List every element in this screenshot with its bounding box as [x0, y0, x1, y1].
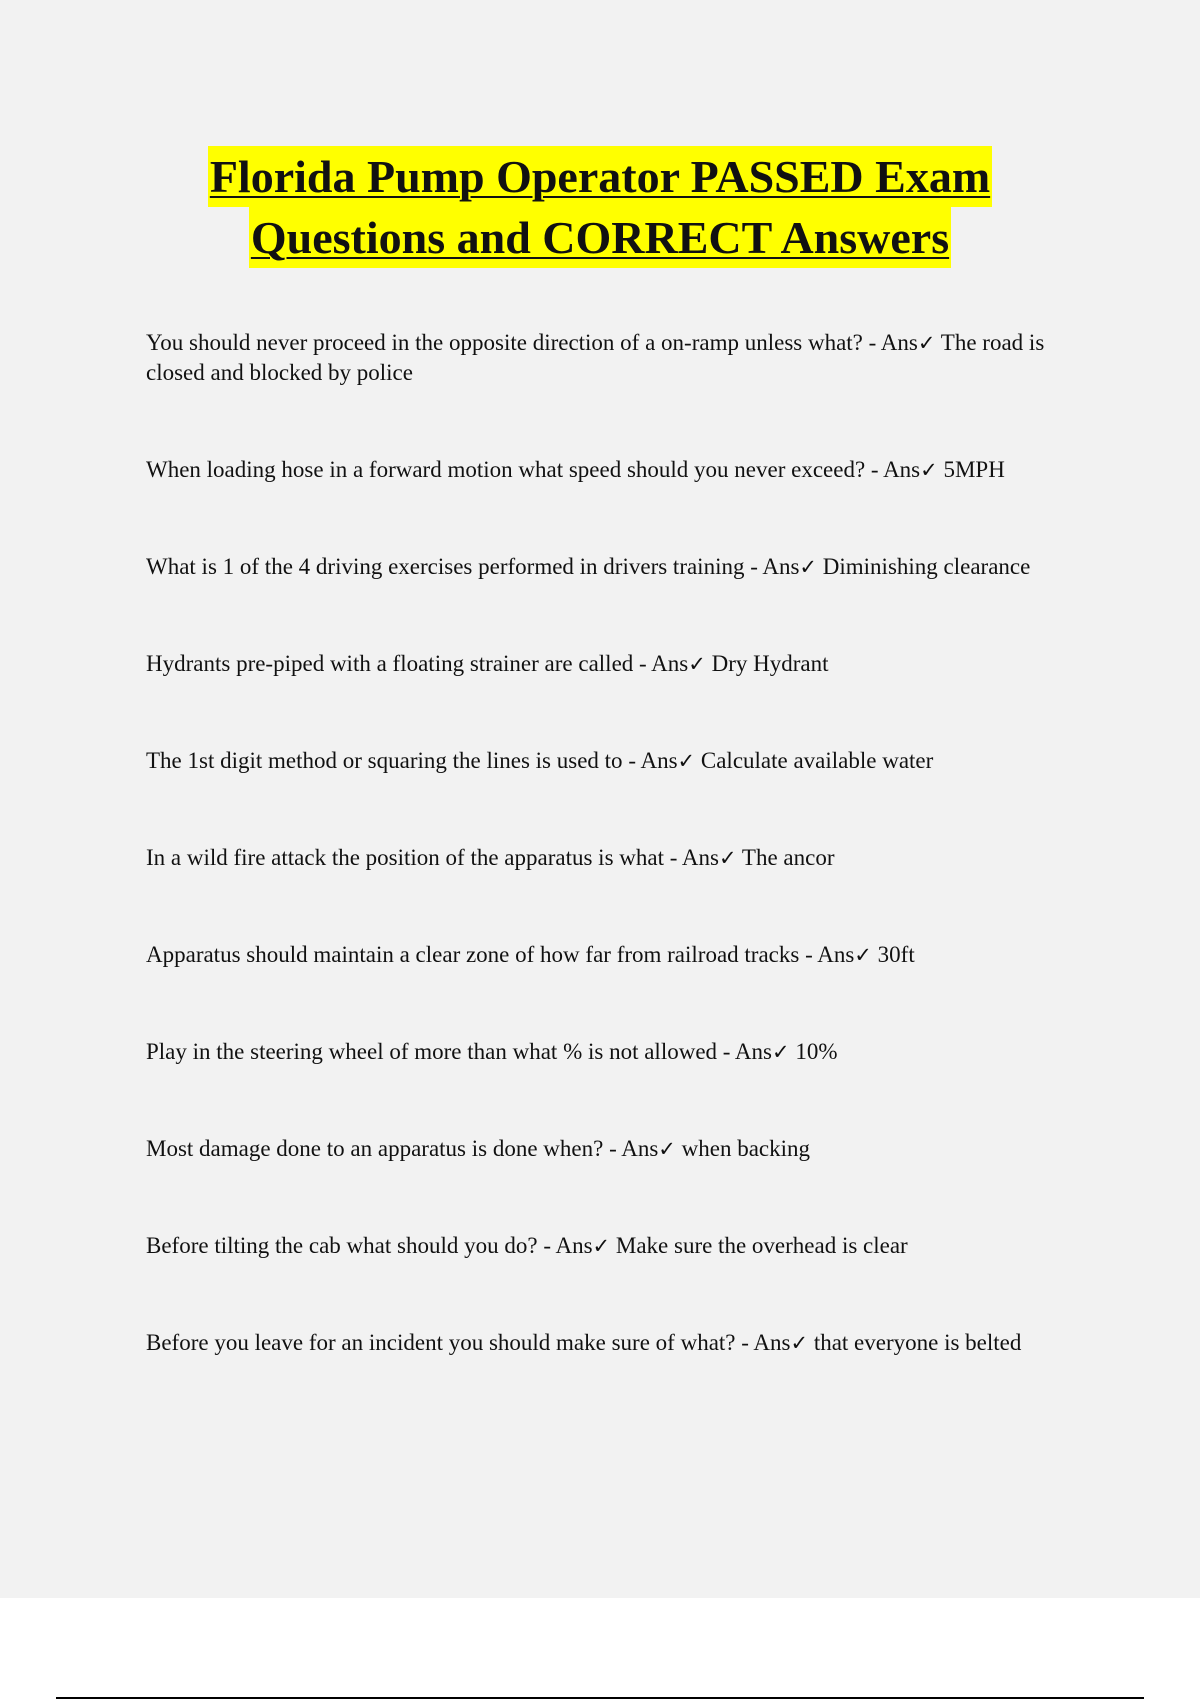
check-icon: ✓	[854, 943, 872, 967]
footer-divider	[56, 1697, 1144, 1699]
question-text: You should never proceed in the opposite direction of a on-ramp unless what?	[146, 330, 863, 355]
answer-text: Dry Hydrant	[711, 651, 829, 676]
qa-item	[146, 1037, 1086, 1067]
answer-separator: -	[735, 1330, 754, 1355]
check-icon: ✓	[771, 1040, 790, 1064]
check-icon: ✓	[920, 458, 938, 482]
qa-list	[146, 328, 1086, 1425]
qa-item	[146, 455, 1086, 485]
answer-prefix: Ans	[555, 1233, 593, 1258]
answer-prefix: Ans	[651, 651, 689, 676]
answer-prefix: Ans	[762, 554, 800, 579]
check-icon: ✓	[917, 331, 936, 355]
page-title	[0, 146, 1200, 268]
answer-text: 5MPH	[943, 457, 1005, 482]
answer-prefix: Ans	[621, 1136, 659, 1161]
answer-prefix: Ans	[883, 457, 921, 482]
question-text: In a wild fire attack the position of the apparatus is what	[146, 845, 664, 870]
check-icon: ✓	[592, 1234, 611, 1258]
check-icon: ✓	[677, 749, 696, 773]
answer-separator: -	[744, 554, 763, 579]
question-text: Most damage done to an apparatus is done when?	[146, 1136, 604, 1161]
question-text: Play in the steering wheel of more than what % is not allowed	[146, 1039, 718, 1064]
answer-text: when backing	[681, 1136, 811, 1161]
answer-prefix: Ans	[681, 845, 719, 870]
qa-item	[146, 1231, 1086, 1261]
title-line-1: Florida Pump Operator PASSED Exam	[208, 146, 992, 207]
check-icon: ✓	[718, 846, 737, 870]
qa-item	[146, 843, 1086, 873]
answer-text: 30ft	[877, 942, 915, 967]
answer-text: that everyone is belted	[813, 1330, 1022, 1355]
answer-separator: -	[862, 330, 881, 355]
qa-item	[146, 1134, 1086, 1164]
answer-separator: -	[603, 1136, 622, 1161]
answer-prefix: Ans	[880, 330, 918, 355]
question-text: Before tilting the cab what should you do?	[146, 1233, 538, 1258]
question-text: Hydrants pre-piped with a floating strainer are called	[146, 651, 634, 676]
check-icon: ✓	[658, 1137, 676, 1161]
qa-item	[146, 1328, 1086, 1358]
qa-item	[146, 328, 1086, 388]
check-icon: ✓	[790, 1331, 809, 1355]
question-text: When loading hose in a forward motion what speed should you never exceed?	[146, 457, 866, 482]
answer-text: Diminishing clearance	[822, 554, 1031, 579]
answer-separator: -	[633, 651, 652, 676]
answer-separator: -	[537, 1233, 556, 1258]
check-icon: ✓	[799, 555, 818, 579]
question-text: Apparatus should maintain a clear zone of how far from railroad tracks	[146, 942, 800, 967]
question-text: What is 1 of the 4 driving exercises performed in drivers training	[146, 554, 745, 579]
answer-prefix: Ans	[734, 1039, 772, 1064]
answer-separator: -	[799, 942, 818, 967]
answer-text: Calculate available water	[700, 748, 934, 773]
answer-separator: -	[865, 457, 884, 482]
check-icon: ✓	[688, 652, 706, 676]
answer-separator: -	[663, 845, 682, 870]
question-text: Before you leave for an incident you should make sure of what?	[146, 1330, 736, 1355]
answer-separator: -	[622, 748, 641, 773]
answer-prefix: Ans	[640, 748, 678, 773]
answer-separator: -	[717, 1039, 735, 1064]
answer-prefix: Ans	[753, 1330, 791, 1355]
question-text: The 1st digit method or squaring the lines is used to	[146, 748, 623, 773]
qa-item	[146, 552, 1086, 582]
answer-text: The road is closed and blocked by police	[146, 330, 1045, 385]
qa-item	[146, 940, 1086, 970]
answer-prefix: Ans	[817, 942, 855, 967]
qa-item	[146, 649, 1086, 679]
answer-text: The ancor	[741, 845, 835, 870]
answer-text: 10%	[795, 1039, 838, 1064]
title-line-2: Questions and CORRECT Answers	[249, 207, 951, 268]
qa-item	[146, 746, 1086, 776]
answer-text: Make sure the overhead is clear	[615, 1233, 908, 1258]
